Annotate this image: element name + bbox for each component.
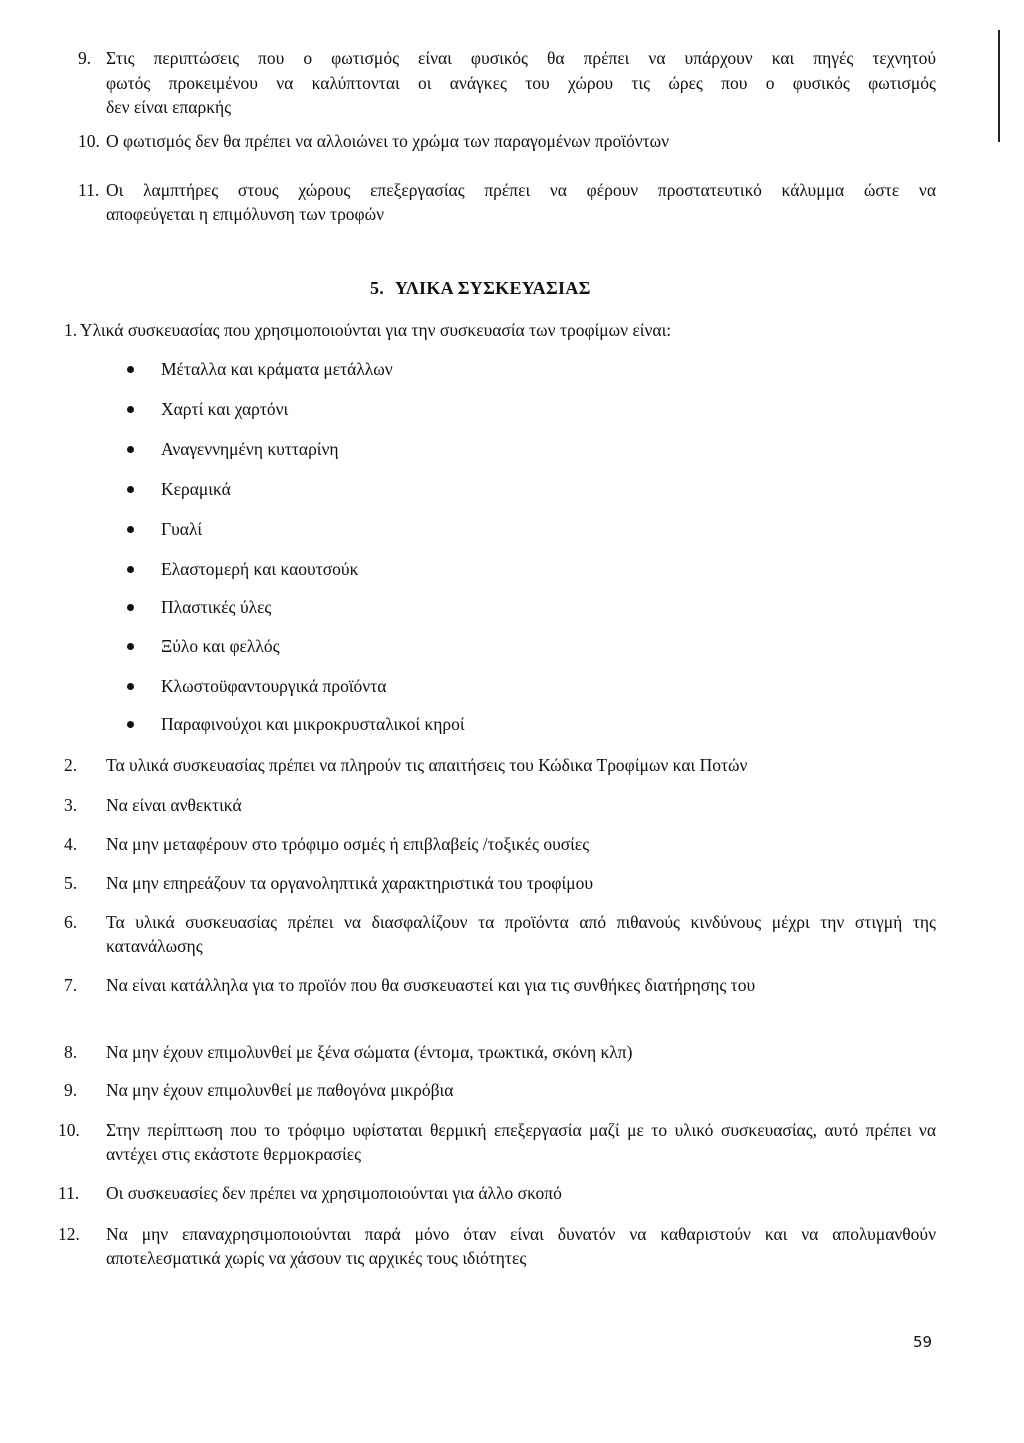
- bullet-item: Αναγεννημένη κυτταρίνη: [161, 439, 339, 459]
- item-text: Να είναι κατάλληλα για το προϊόν που θα συσκευαστεί και για τις συνθήκες διατήρησης του: [106, 975, 756, 995]
- bullet-dot: [127, 683, 134, 690]
- item-number: 12.: [58, 1224, 80, 1244]
- item-number: 11.: [58, 1183, 80, 1203]
- bullet-dot: [127, 526, 134, 533]
- item-number: 1.: [64, 320, 78, 340]
- bullet-dot: [127, 604, 134, 611]
- page-number: 59: [913, 1333, 933, 1351]
- bullet-item: Μέταλλα και κράματα μετάλλων: [161, 359, 393, 379]
- item-text: φωτός προκειμένου να καλύπτονται οι ανάγκες του χώρου τις ώρες που ο φυσικός φωτισμός: [106, 73, 936, 93]
- item-number: 2.: [64, 755, 78, 775]
- item-number: 9.: [78, 48, 92, 68]
- item-text: Τα υλικά συσκευασίας πρέπει να διασφαλίζουν τα προϊόντα από πιθανούς κινδύνους μέχρι την στιγμή της κατανάλωσης: [106, 912, 936, 956]
- item-text: Να είναι ανθεκτικά: [106, 795, 242, 815]
- bullet-item: Πλαστικές ύλες: [161, 597, 272, 617]
- margin-rule: [998, 30, 1000, 142]
- item-number: 10.: [58, 1120, 80, 1140]
- item-text: Να μην επηρεάζουν τα οργανοληπτικά χαρακτηριστικά του τροφίμου: [106, 873, 594, 893]
- bullet-item: Κλωστοϋφαντουργικά προϊόντα: [161, 676, 387, 696]
- bullet-dot: [127, 486, 134, 493]
- item-number: 10.: [78, 131, 100, 151]
- item-text: Να μην έχουν επιμολυνθεί με ξένα σώματα (έντομα, τρωκτικά, σκόνη κλπ): [106, 1042, 633, 1062]
- section-number: 5.: [370, 278, 385, 298]
- item-number: 5.: [64, 873, 78, 893]
- item-number: 4.: [64, 834, 78, 854]
- bullet-item: Κεραμικά: [161, 479, 231, 499]
- item-text: Να μην επαναχρησιμοποιούνται παρά μόνο όταν είναι δυνατόν να καθαριστούν και να απολυμανθούν αποτελεσματικά χωρίς να χάσουν τις αρχικές τους ιδιότητες: [106, 1224, 936, 1268]
- bullet-item: Ξύλο και φελλός: [161, 636, 280, 656]
- bullet-dot: [127, 366, 134, 373]
- item-text: Ο φωτισμός δεν θα πρέπει να αλλοιώνει το χρώμα των παραγομένων προϊόντων: [106, 131, 670, 151]
- item-text: δεν είναι επαρκής: [106, 97, 232, 117]
- item-number: 11.: [78, 180, 100, 200]
- item-number: 7.: [64, 975, 78, 995]
- item-text: Να μην έχουν επιμολυνθεί με παθογόνα μικρόβια: [106, 1080, 454, 1100]
- item-text: Υλικά συσκευασίας που χρησιμοποιούνται για την συσκευασία των τροφίμων είναι:: [80, 320, 672, 340]
- bullet-item: Γυαλί: [161, 519, 203, 539]
- bullet-dot: [127, 446, 134, 453]
- bullet-item: Παραφινούχοι και μικροκρυσταλικοί κηροί: [161, 714, 465, 734]
- item-number: 8.: [64, 1042, 78, 1062]
- section-heading: [370, 278, 591, 299]
- item-text: αποφεύγεται η επιμόλυνση των τροφών: [106, 204, 385, 224]
- item-number: 6.: [64, 912, 78, 932]
- item-text: Οι λαμπτήρες στους χώρους επεξεργασίας πρέπει να φέρουν προστατευτικό κάλυμμα ώστε να: [106, 180, 936, 200]
- item-number: 9.: [64, 1080, 78, 1100]
- bullet-dot: [127, 566, 134, 573]
- bullet-item: Χαρτί και χαρτόνι: [161, 399, 289, 419]
- item-text: Τα υλικά συσκευασίας πρέπει να πληρούν τις απαιτήσεις του Κώδικα Τροφίμων και Ποτών: [106, 755, 748, 775]
- item-text: Να μην μεταφέρουν στο τρόφιμο οσμές ή επιβλαβείς /τοξικές ουσίες: [106, 834, 590, 854]
- item-text: Στην περίπτωση που το τρόφιμο υφίσταται θερμική επεξεργασία μαζί με το υλικό συσκευασίας, αυτό πρέπει να αντέχει στις εκάστοτε θερμοκρασίες: [106, 1120, 936, 1164]
- item-text: Οι συσκευασίες δεν πρέπει να χρησιμοποιούνται για άλλο σκοπό: [106, 1183, 562, 1203]
- bullet-dot: [127, 406, 134, 413]
- section-title: ΥΛΙΚΑ ΣΥΣΚΕΥΑΣΙΑΣ: [394, 278, 591, 298]
- bullet-dot: [127, 721, 134, 728]
- bullet-dot: [127, 643, 134, 650]
- item-text: Στις περιπτώσεις που ο φωτισμός είναι φυσικός θα πρέπει να υπάρχουν και πηγές τεχνητού: [106, 48, 936, 68]
- item-number: 3.: [64, 795, 78, 815]
- bullet-item: Ελαστομερή και καουτσούκ: [161, 559, 359, 579]
